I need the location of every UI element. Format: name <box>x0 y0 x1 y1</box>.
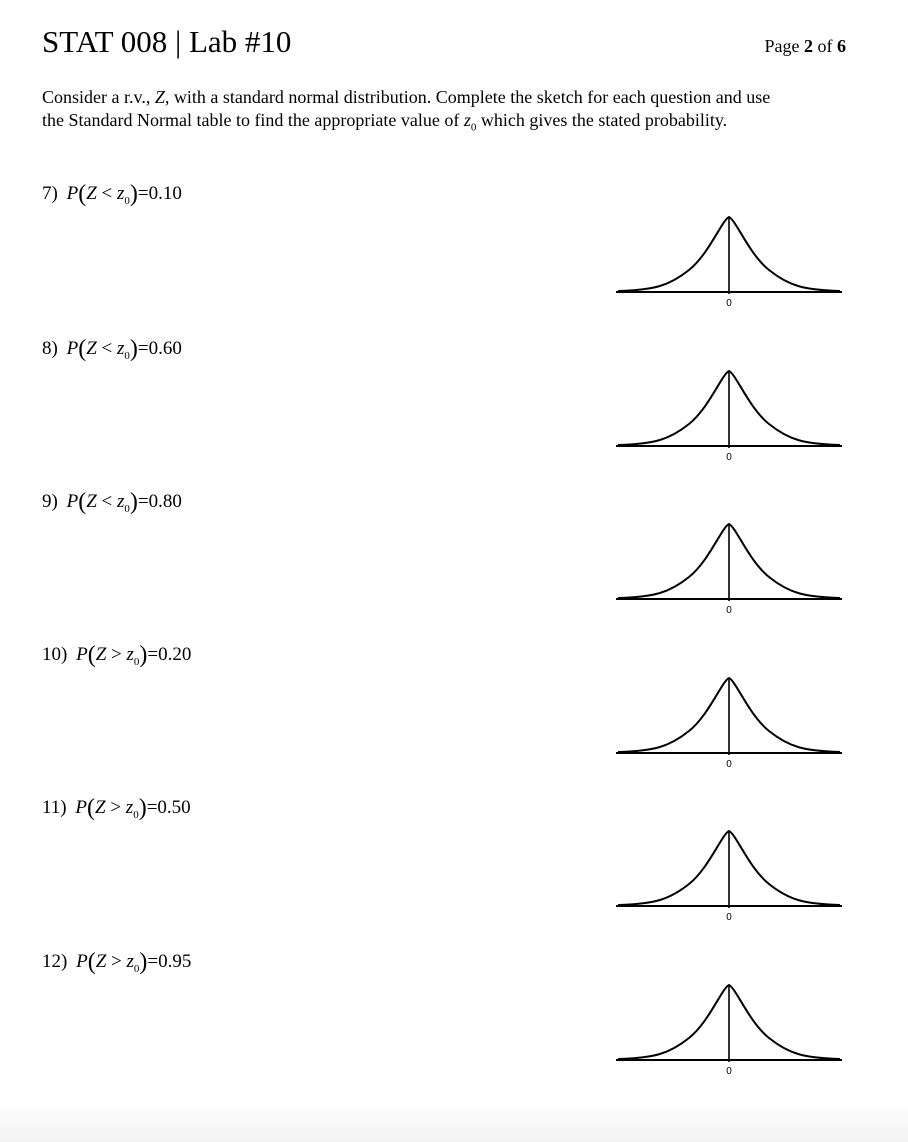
page-number <box>765 34 847 58</box>
question-8 <box>42 336 182 369</box>
page-total: 6 <box>837 36 846 56</box>
instructions-line-2: the Standard Normal table to find the appropriate value of $z_0$ which gives the stated probability. <box>42 110 728 134</box>
page-current: 2 <box>804 36 813 56</box>
probability-value: 0.10 <box>148 183 182 204</box>
page-title: STAT 008 | Lab #10 <box>42 24 292 59</box>
question-number: 7) <box>42 183 58 204</box>
probability-expression: $P(Z > z_0)=0.50$ <box>75 795 191 821</box>
probability-expression: $P(Z > z_0)=0.95$ <box>76 949 192 975</box>
normal-curve-sketch-11[interactable] <box>614 824 846 924</box>
normal-curve-sketch-9[interactable] <box>614 517 846 617</box>
normal-curve-sketch-12[interactable] <box>614 978 846 1078</box>
page-of: of <box>817 36 833 56</box>
question-7 <box>42 181 182 214</box>
variable-z0: $z_0$ <box>463 110 477 134</box>
question-number: 8) <box>42 338 58 359</box>
probability-expression: $P(Z < z_0)=0.80$ <box>66 489 182 515</box>
probability-value: 0.60 <box>148 338 182 359</box>
page-bottom-shade <box>0 1102 908 1142</box>
curve-zero-label: 0 <box>726 298 732 309</box>
question-10 <box>42 642 191 675</box>
curve-zero-label: 0 <box>726 1066 732 1077</box>
curve-zero-label: 0 <box>726 452 732 463</box>
question-12 <box>42 949 191 982</box>
probability-expression: $P(Z < z_0)=0.60$ <box>66 336 182 362</box>
question-number: 9) <box>42 491 58 512</box>
question-11 <box>42 795 191 828</box>
question-number: 11) <box>42 797 67 818</box>
variable-Z: Z <box>154 87 165 107</box>
question-number: 12) <box>42 951 68 972</box>
probability-expression: $P(Z > z_0)=0.20$ <box>76 642 192 668</box>
instructions <box>42 86 862 140</box>
curve-zero-label: 0 <box>726 605 732 616</box>
probability-value: 0.20 <box>158 644 192 665</box>
instructions-line-1: Consider a r.v., Z, with a standard normal distribution. Complete the sketch for each question and use <box>42 87 771 107</box>
probability-value: 0.80 <box>148 491 182 512</box>
probability-value: 0.95 <box>158 951 192 972</box>
page-word: Page <box>764 36 800 56</box>
normal-curve-sketch-7[interactable] <box>614 210 846 310</box>
probability-expression: $P(Z < z_0)=0.10$ <box>66 181 182 207</box>
normal-curve-sketch-8[interactable] <box>614 364 846 464</box>
curve-zero-label: 0 <box>726 759 732 770</box>
probability-value: 0.50 <box>157 797 191 818</box>
question-9 <box>42 489 182 522</box>
curve-zero-label: 0 <box>726 912 732 923</box>
normal-curve-sketch-10[interactable] <box>614 671 846 771</box>
question-number: 10) <box>42 644 68 665</box>
